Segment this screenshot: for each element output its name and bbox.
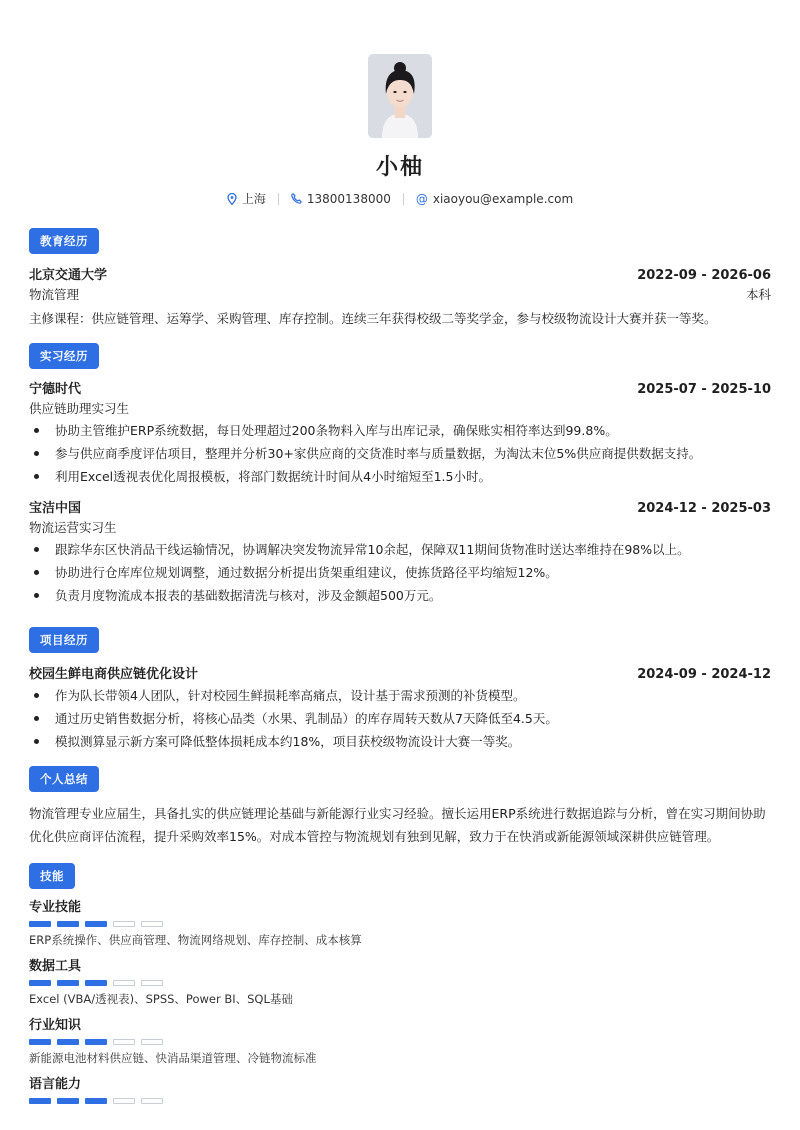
skill-level-empty bbox=[141, 980, 163, 986]
skills-section bbox=[29, 863, 771, 1104]
skill-level-filled bbox=[85, 921, 107, 927]
skill-level-filled bbox=[29, 921, 51, 927]
resume-header bbox=[29, 0, 771, 207]
summary-heading: 个人总结 bbox=[29, 766, 99, 792]
list-item: 利用Excel透视表优化周报模板，将部门数据统计时间从4小时缩短至1.5小时。 bbox=[29, 465, 771, 488]
resume-content bbox=[29, 0, 771, 1104]
skill-level-filled bbox=[57, 921, 79, 927]
list-item: 跟踪华东区快消品干线运输情况，协调解决突发物流异常10余起，保障双11期间货物准时送达率维持在98%以上。 bbox=[29, 538, 771, 561]
internship-heading: 实习经历 bbox=[29, 343, 99, 369]
summary-text: 物流管理专业应届生，具备扎实的供应链理论基础与新能源行业实习经验。擅长运用ERP系统进行数据追踪与分析，曾在实习期间协助优化供应商评估流程，提升采购效率15%。对成本管控与物流规划有独到见解，致力于在快消或新能源领域深耕供应链管理。 bbox=[29, 806, 766, 844]
internship-row bbox=[29, 497, 771, 516]
skill-level-filled bbox=[57, 1039, 79, 1045]
skill-level-bar bbox=[29, 921, 771, 927]
degree: 本科 bbox=[745, 287, 771, 302]
phone-icon bbox=[291, 193, 302, 204]
skill-description: ERP系统操作、供应商管理、物流网络规划、库存控制、成本核算 bbox=[29, 933, 362, 947]
divider bbox=[403, 193, 404, 205]
education-section bbox=[29, 228, 771, 330]
skill-level-bar bbox=[29, 1098, 771, 1104]
skill-item bbox=[29, 1014, 771, 1066]
school-name: 北京交通大学 bbox=[29, 268, 108, 283]
education-heading: 教育经历 bbox=[29, 228, 99, 254]
phone-text: 13800138000 bbox=[306, 191, 391, 206]
skill-level-empty bbox=[113, 1039, 135, 1045]
skill-level-filled bbox=[57, 980, 79, 986]
avatar bbox=[368, 54, 432, 138]
project-row bbox=[29, 663, 771, 682]
phone-contact bbox=[291, 192, 391, 206]
email-contact bbox=[416, 192, 573, 206]
list-item: 作为队长带领4人团队，针对校园生鲜损耗率高痛点，设计基于需求预测的补货模型。 bbox=[29, 684, 771, 707]
skill-item bbox=[29, 896, 771, 948]
skill-name: 数据工具 bbox=[29, 959, 82, 974]
project-bullets bbox=[29, 684, 771, 753]
candidate-name: 小柚 bbox=[375, 155, 424, 180]
skill-level-bar bbox=[29, 1039, 771, 1045]
skill-description: 新能源电池材料供应链、快消品渠道管理、冷链物流标准 bbox=[29, 1051, 317, 1065]
project-period: 2024-09 - 2024-12 bbox=[637, 667, 771, 682]
skill-level-filled bbox=[85, 980, 107, 986]
skill-level-filled bbox=[29, 980, 51, 986]
skill-level-empty bbox=[141, 921, 163, 927]
skill-level-empty bbox=[141, 1098, 163, 1104]
skill-level-filled bbox=[57, 1098, 79, 1104]
skill-description: Excel (VBA/透视表)、SPSS、Power BI、SQL基础 bbox=[29, 992, 293, 1006]
skill-name: 行业知识 bbox=[29, 1018, 82, 1033]
list-item: 协助主管维护ERP系统数据，每日处理超过200条物料入库与出库记录，确保账实相符率达到99.8%。 bbox=[29, 419, 771, 442]
company-name: 宝洁中国 bbox=[29, 501, 82, 516]
skill-level-filled bbox=[29, 1098, 51, 1104]
internship-bullets bbox=[29, 538, 771, 607]
company-name: 宁德时代 bbox=[29, 382, 82, 397]
skill-level-empty bbox=[113, 1098, 135, 1104]
education-description: 主修课程：供应链管理、运筹学、采购管理、库存控制。连续三年获得校级二等奖学金，参与校级物流设计大赛并获一等奖。 bbox=[29, 311, 717, 326]
skill-level-empty bbox=[141, 1039, 163, 1045]
divider bbox=[278, 193, 279, 205]
project-name: 校园生鲜电商供应链优化设计 bbox=[29, 667, 199, 682]
project-heading: 项目经历 bbox=[29, 627, 99, 653]
internship-period: 2024-12 - 2025-03 bbox=[637, 501, 771, 516]
skill-item bbox=[29, 1073, 771, 1104]
skill-level-empty bbox=[113, 980, 135, 986]
major: 物流管理 bbox=[29, 287, 80, 302]
map-pin-icon bbox=[227, 193, 237, 205]
internship-role: 供应链助理实习生 bbox=[29, 401, 130, 416]
skill-level-filled bbox=[85, 1098, 107, 1104]
email-text: xiaoyou@example.com bbox=[432, 191, 574, 206]
list-item: 协助进行仓库库位规划调整，通过数据分析提出货架重组建议，使拣货路径平均缩短12%。 bbox=[29, 561, 771, 584]
skill-item bbox=[29, 955, 771, 1007]
list-item: 参与供应商季度评估项目，整理并分析30+家供应商的交货准时率与质量数据，为淘汰末位5%供应商提供数据支持。 bbox=[29, 442, 771, 465]
list-item: 模拟测算显示新方案可降低整体损耗成本约18%，项目获校级物流设计大赛一等奖。 bbox=[29, 730, 771, 753]
internship-item bbox=[29, 497, 771, 607]
location-contact bbox=[227, 190, 266, 207]
internship-row bbox=[29, 378, 771, 397]
skill-level-bar bbox=[29, 980, 771, 986]
skills-heading: 技能 bbox=[29, 863, 75, 889]
internship-period: 2025-07 - 2025-10 bbox=[637, 382, 771, 397]
at-icon: @ bbox=[415, 191, 428, 206]
list-item: 通过历史销售数据分析，将核心品类（水果、乳制品）的库存周转天数从7天降低至4.5天。 bbox=[29, 707, 771, 730]
skill-level-filled bbox=[85, 1039, 107, 1045]
internship-section bbox=[29, 343, 771, 607]
skill-name: 语言能力 bbox=[29, 1077, 82, 1092]
education-detail-row bbox=[29, 285, 771, 303]
skill-name: 专业技能 bbox=[29, 900, 82, 915]
internship-item bbox=[29, 378, 771, 488]
internship-bullets bbox=[29, 419, 771, 488]
location-text: 上海 bbox=[241, 192, 266, 206]
skill-level-filled bbox=[29, 1039, 51, 1045]
portrait-photo bbox=[368, 54, 432, 138]
internship-role: 物流运营实习生 bbox=[29, 520, 117, 535]
contact-info bbox=[29, 190, 771, 207]
education-period: 2022-09 - 2026-06 bbox=[637, 268, 771, 283]
summary-section bbox=[29, 766, 771, 848]
project-section bbox=[29, 627, 771, 753]
list-item: 负责月度物流成本报表的基础数据清洗与核对，涉及金额超500万元。 bbox=[29, 584, 771, 607]
skill-level-empty bbox=[113, 921, 135, 927]
education-row bbox=[29, 264, 771, 283]
